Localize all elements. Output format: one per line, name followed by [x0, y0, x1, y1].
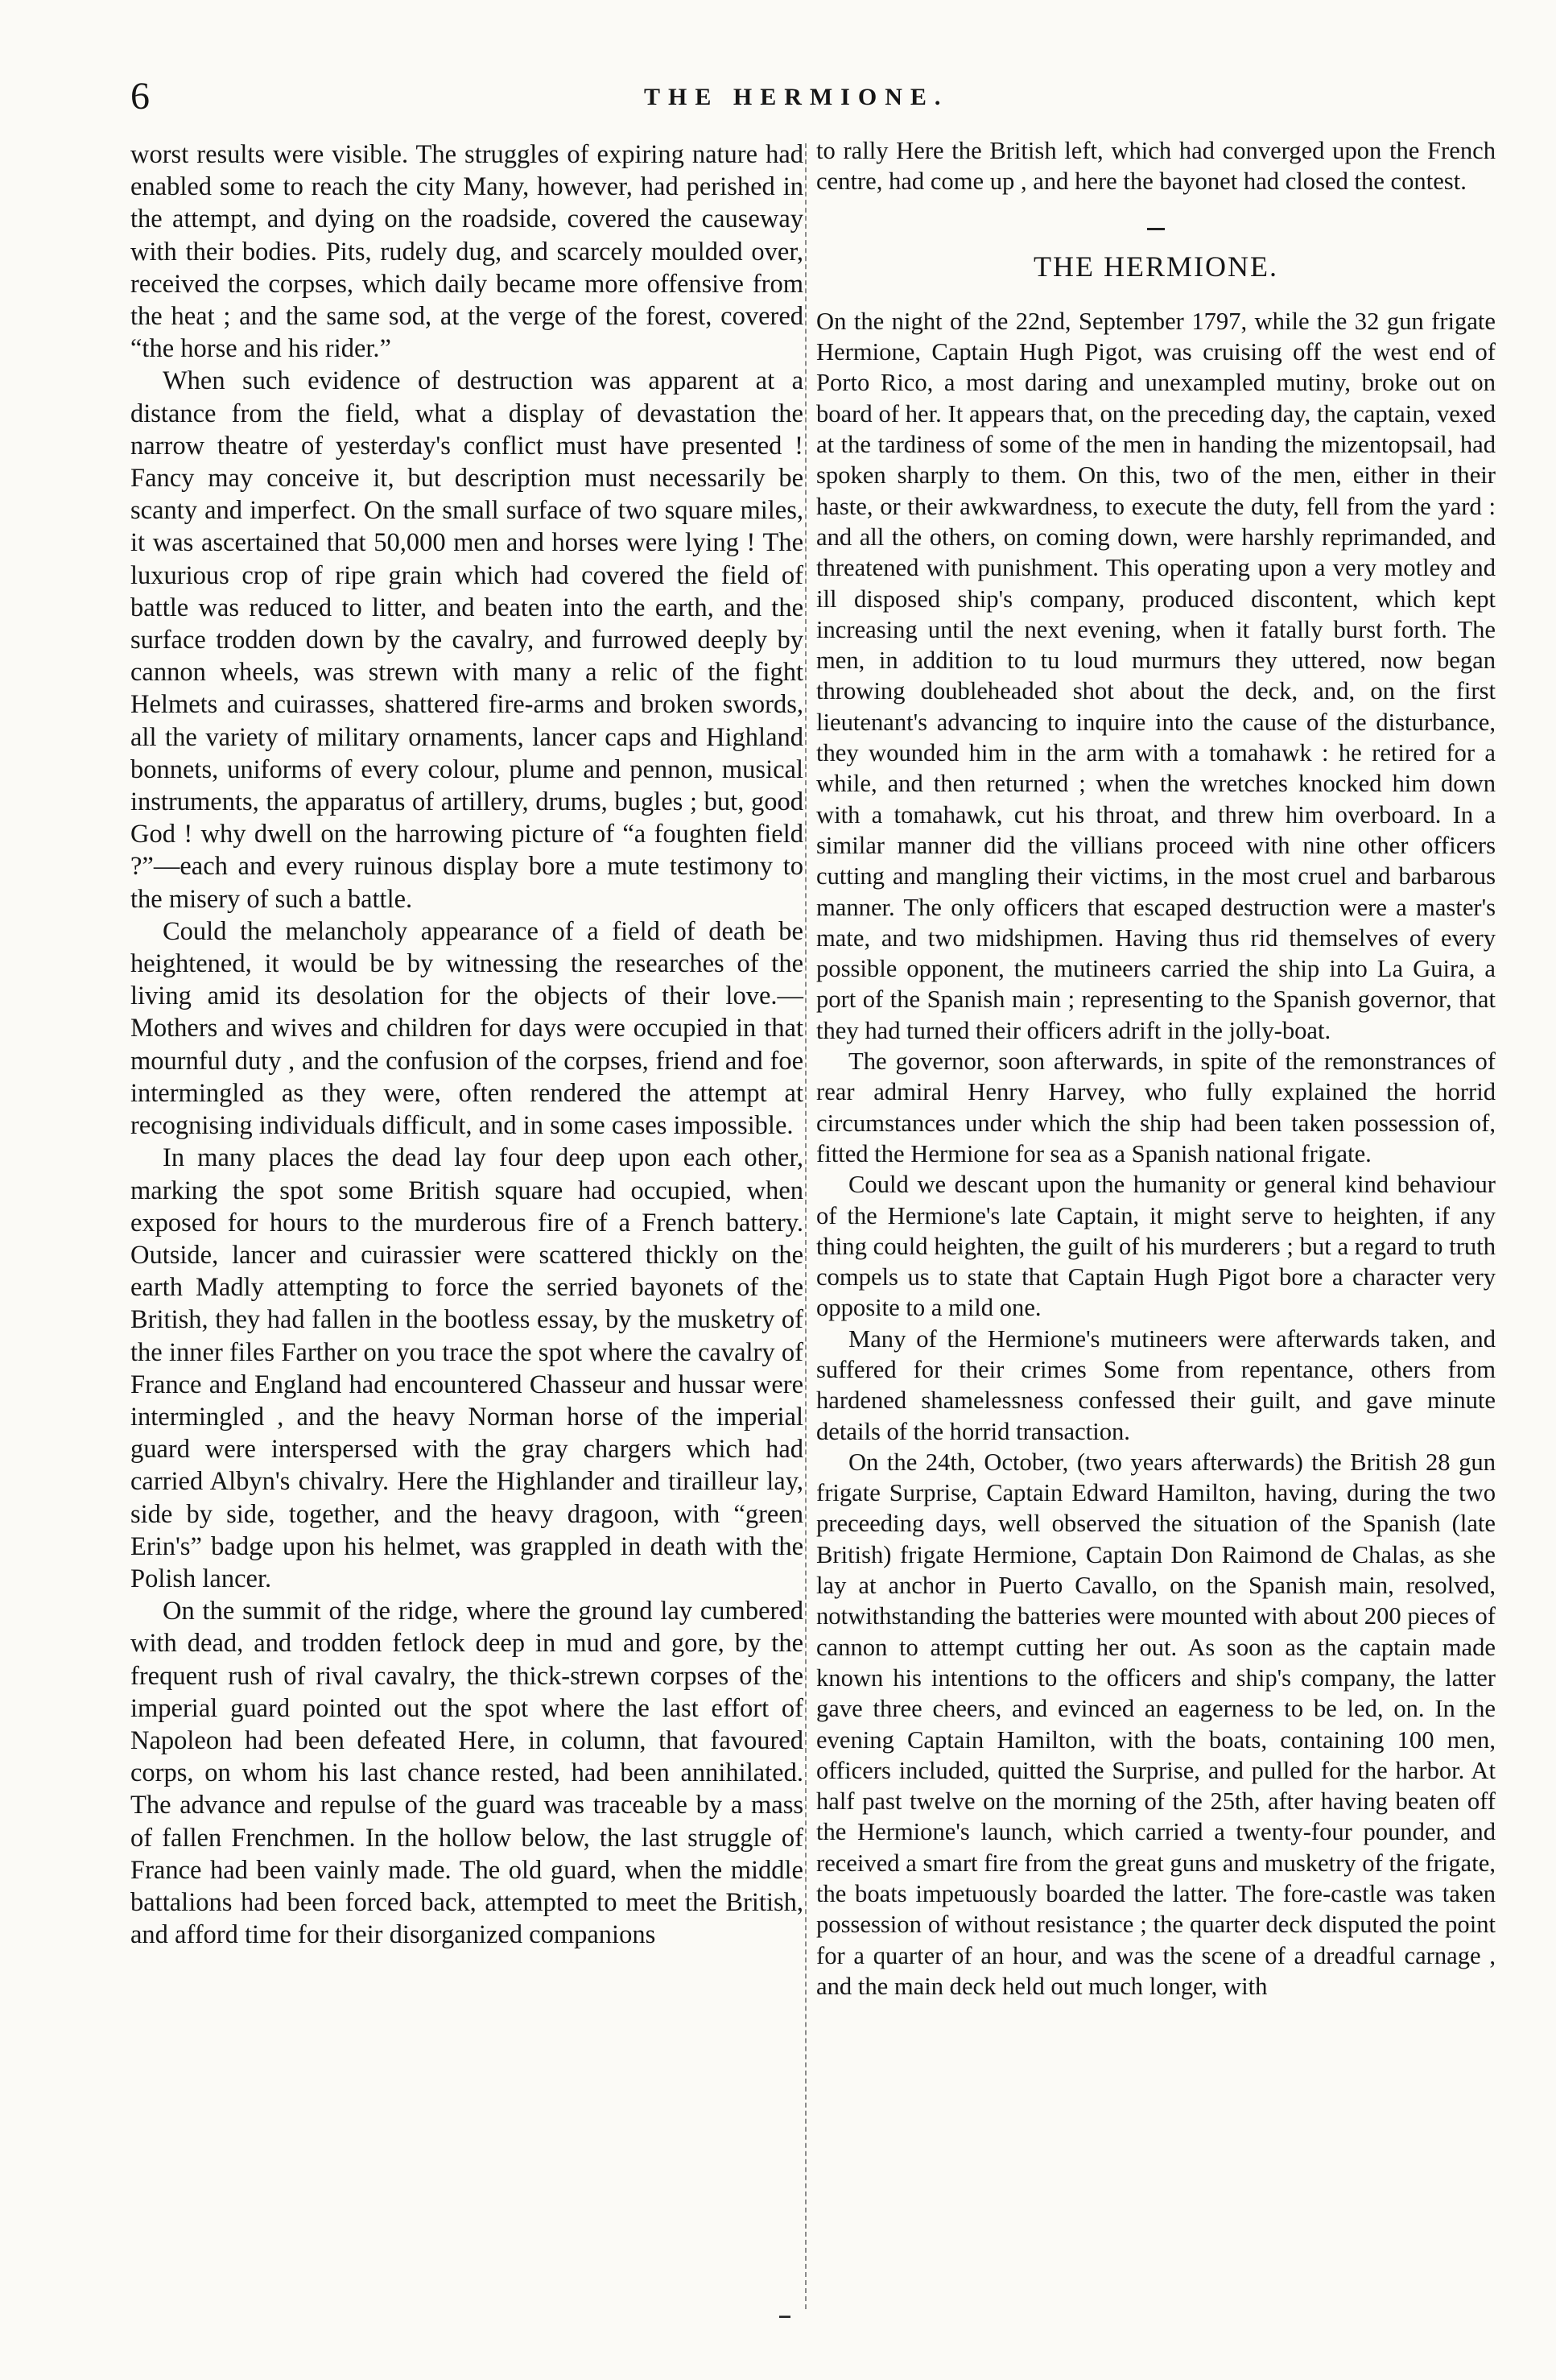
bottom-dash: [779, 2316, 790, 2318]
left-paragraph: On the summit of the ridge, where the ground lay cumbered with dead, and trodden fetlock deep in mud and gore, by the frequent rush of rival cavalry, the thick-strewn corpses of the imperial guard pointed out the spot where the last effort of Napoleon had been defeated Here, in column, that favoured corps, on whom his last chance rested, had been annihilated. The advance and repulse of the guard was traceable by a mass of fallen Frenchmen. In the hollow below, the last struggle of France had been vainly made. The old guard, when the middle battalions had been forced back, attempted to meet the British, and afford time for their disorganized companions: [130, 1597, 803, 1950]
section-title: THE HERMIONE.: [1034, 250, 1278, 283]
left-paragraph: Could the melancholy appearance of a field of death be heightened, it would be by witnessing the researches of the living amid its desolation for the objects of their love.—Mothers and wives and children for days were occupied in that mournful duty , and the confusion of the corpses, friend and foe intermingled as they were, often rendered the attempt at recognising individuals difficult, and in some cases impossible.: [130, 916, 803, 1141]
column-divider: [805, 143, 807, 2309]
right-paragraph: Could we descant upon the humanity or general kind behaviour of the Hermione's late Captain, it might serve to heighten, if any thing could heighten, the guilt of his murderers ; but a regard to truth compels us to state that Captain Hugh Pigot bore a character very opposite to a mild one.: [816, 1171, 1496, 1322]
section-separator: [1147, 228, 1165, 230]
left-paragraph: In many places the dead lay four deep upon each other, marking the spot some British square had occupied, when exposed for hours to the murderous fire of a French battery. Outside, lancer and cuirassier were scattered thickly on the earth Madly attempting to force the serried bayonets of the British, they had fallen in the bootless essay, by the musketry of the inner files Farther on you trace the spot where the cavalry of France and England had encountered Chasseur and hussar were intermingled , and the heavy Norman horse of the imperial guard were interspersed with the gray chargers which had carried Albyn's chivalry. Here the Highlander and tirailleur lay, side by side, together, and the heavy dragoon, with “green Erin's” badge upon his helmet, was grappled in death with the Polish lancer.: [130, 1143, 803, 1593]
page-number: 6: [130, 75, 150, 118]
right-intro-paragraph: to rally Here the British left, which had converged upon the French centre, had come up , and here the bayonet had closed the contest.: [816, 137, 1496, 196]
running-head: THE HERMIONE.: [644, 84, 949, 110]
right-column: [816, 135, 1496, 2002]
left-column: [130, 138, 803, 1951]
right-paragraph: On the 24th, October, (two years afterwards) the British 28 gun frigate Surprise, Captain Edward Hamilton, having, during the two preceeding days, well observed the situation of the Spanish (late British) frigate Hermione, Captain Don Raimond de Chalas, as she lay at anchor in Puerto Cavallo, on the Spanish main, resolved, notwithstanding the batteries were mounted with about 200 pieces of cannon to attempt cutting her out. As soon as the captain made known his intentions to the officers and ship's company, the latter gave three cheers, and evinced an eagerness to be led, on. In the evening Captain Hamilton, with the boats, containing 100 men, officers included, quitted the Surprise, and pulled for the harbor. At half past twelve on the morning of the 25th, after having beaten off the Hermione's launch, which carried a twenty-four pounder, and received a smart fire from the great guns and musketry of the frigate, the boats impetuously boarded the latter. The fore-castle was taken possession of without resistance ; the quarter deck disputed the point for a quarter of an hour, and was the scene of a dreadful carnage , and the main deck held out much longer, with: [816, 1448, 1496, 2000]
left-paragraph: worst results were visible. The struggles of expiring nature had enabled some to reach the city Many, however, had perished in the attempt, and dying on the roadside, covered the causeway with their bodies. Pits, rudely dug, and scarcely moulded over, received the corpses, which daily became more offensive from the heat ; and the same sod, at the verge of the forest, covered “the horse and his rider.”: [130, 140, 803, 364]
right-paragraph: The governor, soon afterwards, in spite of the remonstrances of rear admiral Henry Harvey, who fully explained the horrid circumstances under which the ship had been taken possession of, fitted the Hermione for sea as a Spanish national frigate.: [816, 1047, 1496, 1167]
right-paragraph: On the night of the 22nd, September 1797, while the 32 gun frigate Hermione, Captain Hugh Pigot, was cruising off the west end of Porto Rico, a most daring and unexampled mutiny, broke out on board of her. It appears that, on the preceding day, the captain, vexed at the tardiness of some of the men in handing the mizentopsail, had spoken sharply to them. On this, two of the men, either in their haste, or their awkwardness, to execute the duty, fell from the yard : and all the others, on coming down, were harshly reprimanded, and threatened with punishment. This operating upon a very motley and ill disposed ship's company, produced discontent, which kept increasing until the next evening, when it fatally burst forth. The men, in addition to tu loud murmurs they uttered, now began throwing doubleheaded shot about the deck, and, on the first lieutenant's advancing to inquire into the cause of the disturbance, they wounded him in the arm with a tomahawk : he retired for a while, and then returned ; when the wretches knocked him down with a tomahawk, cut his throat, and threw him overboard. In a similar manner did the villians proceed with nine other officers cutting and mangling their victims, in the most cruel and barbarous manner. The only officers that escaped destruction were a master's mate, and two midshipmen. Having thus rid themselves of every possible opponent, the mutineers carried the ship into La Guira, a port of the Spanish main ; representing to the Spanish governor, that they had turned their officers adrift in the jolly-boat.: [816, 307, 1496, 1044]
left-paragraph: When such evidence of destruction was apparent at a distance from the field, what a display of devastation the narrow theatre of yesterday's conflict must have presented ! Fancy may conceive it, but description must necessarily be scanty and imperfect. On the small surface of two square miles, it was ascertained that 50,000 men and horses were lying ! The luxurious crop of ripe grain which had covered the field of battle was reduced to litter, and beaten into the earth, and the surface trodden down by the cavalry, and furrowed deeply by cannon wheels, was strewn with many a relic of the fight Helmets and cuirasses, shattered fire-arms and broken swords, all the variety of military ornaments, lancer caps and Highland bonnets, uniforms of every colour, plume and pennon, musical instruments, the apparatus of artillery, drums, bugles ; but, good God ! why dwell on the harrowing picture of “a foughten field ?”—each and every ruinous display bore a mute testimony to the misery of such a battle.: [130, 366, 803, 914]
right-paragraph: Many of the Hermione's mutineers were afterwards taken, and suffered for their crimes Some from repentance, others from hardened shamelessness confessed their guilt, and gave minute details of the horrid transaction.: [816, 1324, 1496, 1445]
